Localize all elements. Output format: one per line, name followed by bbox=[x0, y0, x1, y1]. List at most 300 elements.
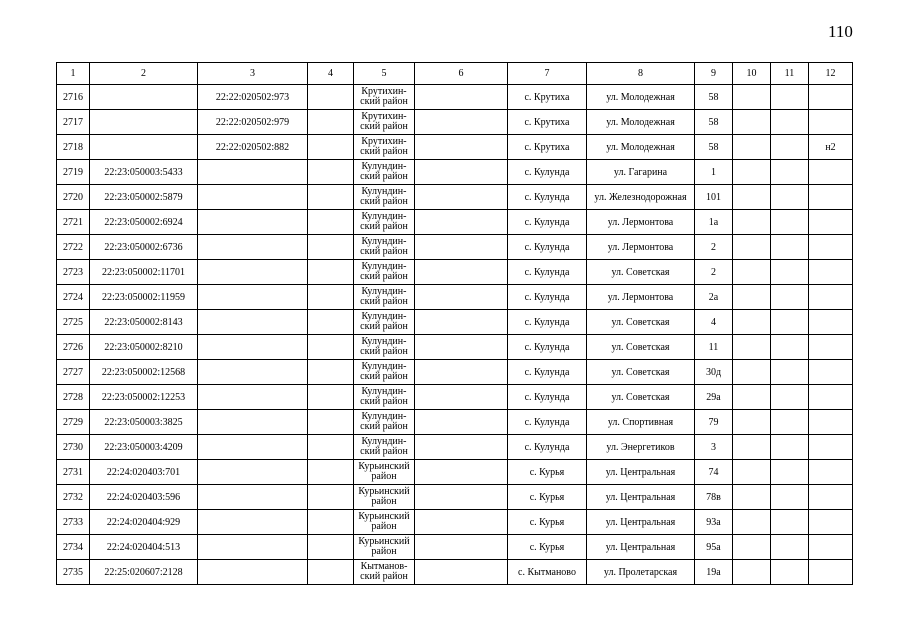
house-number-cell: 1 bbox=[695, 160, 733, 185]
district-line: ский район bbox=[360, 146, 408, 157]
row-number-cell: 2720 bbox=[57, 185, 90, 210]
column-4-cell bbox=[308, 335, 354, 360]
cadastral-number-cell bbox=[90, 85, 198, 110]
column-4-cell bbox=[308, 360, 354, 385]
cadastral-number-cell: 22:24:020404:513 bbox=[90, 535, 198, 560]
column-11-cell bbox=[771, 435, 809, 460]
district-cell bbox=[354, 85, 415, 110]
district-line: Крутихин- bbox=[361, 111, 407, 122]
district-cell bbox=[354, 435, 415, 460]
house-number-cell: 3 bbox=[695, 435, 733, 460]
note-cell bbox=[809, 85, 853, 110]
column-4-cell bbox=[308, 185, 354, 210]
table-row bbox=[57, 85, 853, 110]
district-line: район bbox=[371, 521, 397, 532]
street-cell: ул. Центральная bbox=[587, 535, 695, 560]
district-line: Крутихин- bbox=[361, 136, 407, 147]
note-cell bbox=[809, 360, 853, 385]
column-11-cell bbox=[771, 535, 809, 560]
table-row bbox=[57, 110, 853, 135]
district-cell bbox=[354, 560, 415, 585]
note-cell bbox=[809, 185, 853, 210]
district-line: ский район bbox=[360, 96, 408, 107]
header-row bbox=[57, 63, 853, 85]
row-number-cell: 2716 bbox=[57, 85, 90, 110]
note-cell bbox=[809, 285, 853, 310]
column-11-cell bbox=[771, 85, 809, 110]
column-4-cell bbox=[308, 560, 354, 585]
district-cell bbox=[354, 485, 415, 510]
district-cell bbox=[354, 235, 415, 260]
settlement-cell: с. Кулунда bbox=[508, 260, 587, 285]
column-header: 4 bbox=[308, 63, 354, 85]
column-10-cell bbox=[733, 410, 771, 435]
column-10-cell bbox=[733, 235, 771, 260]
row-number-cell: 2732 bbox=[57, 485, 90, 510]
street-cell: ул. Энергетиков bbox=[587, 435, 695, 460]
column-header: 5 bbox=[354, 63, 415, 85]
cadastral-number-alt-cell bbox=[198, 460, 308, 485]
column-10-cell bbox=[733, 335, 771, 360]
column-11-cell bbox=[771, 210, 809, 235]
cadastral-number-cell: 22:23:050002:8210 bbox=[90, 335, 198, 360]
district-cell bbox=[354, 210, 415, 235]
cadastral-number-cell: 22:23:050002:12568 bbox=[90, 360, 198, 385]
column-10-cell bbox=[733, 485, 771, 510]
district-line: район bbox=[371, 471, 397, 482]
district-line: Кытманов- bbox=[360, 561, 408, 572]
street-cell: ул. Центральная bbox=[587, 460, 695, 485]
column-6-cell bbox=[415, 135, 508, 160]
district-line: ский район bbox=[360, 446, 408, 457]
column-10-cell bbox=[733, 510, 771, 535]
cadastral-number-alt-cell bbox=[198, 385, 308, 410]
settlement-cell: с. Кытманово bbox=[508, 560, 587, 585]
settlement-cell: с. Кулунда bbox=[508, 160, 587, 185]
district-cell bbox=[354, 460, 415, 485]
cadastral-number-alt-cell bbox=[198, 260, 308, 285]
house-number-cell: 93а bbox=[695, 510, 733, 535]
street-cell: ул. Центральная bbox=[587, 510, 695, 535]
column-11-cell bbox=[771, 310, 809, 335]
column-4-cell bbox=[308, 310, 354, 335]
cadastral-number-alt-cell bbox=[198, 485, 308, 510]
district-line: ский район bbox=[360, 296, 408, 307]
column-6-cell bbox=[415, 410, 508, 435]
note-cell bbox=[809, 260, 853, 285]
district-line: ский район bbox=[360, 221, 408, 232]
table-row bbox=[57, 485, 853, 510]
cadastral-number-alt-cell bbox=[198, 560, 308, 585]
street-cell: ул. Советская bbox=[587, 260, 695, 285]
column-header: 6 bbox=[415, 63, 508, 85]
cadastral-number-alt-cell bbox=[198, 510, 308, 535]
cadastral-number-cell: 22:23:050003:4209 bbox=[90, 435, 198, 460]
district-cell bbox=[354, 510, 415, 535]
column-header: 1 bbox=[57, 63, 90, 85]
settlement-cell: с. Кулунда bbox=[508, 210, 587, 235]
column-11-cell bbox=[771, 385, 809, 410]
column-4-cell bbox=[308, 260, 354, 285]
column-6-cell bbox=[415, 485, 508, 510]
note-cell bbox=[809, 535, 853, 560]
settlement-cell: с. Кулунда bbox=[508, 185, 587, 210]
column-6-cell bbox=[415, 560, 508, 585]
district-cell bbox=[354, 285, 415, 310]
district-line: ский район bbox=[360, 421, 408, 432]
column-4-cell bbox=[308, 210, 354, 235]
column-header: 9 bbox=[695, 63, 733, 85]
cadastral-number-cell: 22:23:050002:5879 bbox=[90, 185, 198, 210]
row-number-cell: 2734 bbox=[57, 535, 90, 560]
cadastral-number-alt-cell bbox=[198, 160, 308, 185]
district-line: Кулундин- bbox=[361, 361, 407, 372]
column-6-cell bbox=[415, 160, 508, 185]
house-number-cell: 58 bbox=[695, 135, 733, 160]
row-number-cell: 2719 bbox=[57, 160, 90, 185]
column-10-cell bbox=[733, 260, 771, 285]
note-cell bbox=[809, 110, 853, 135]
column-6-cell bbox=[415, 510, 508, 535]
column-4-cell bbox=[308, 85, 354, 110]
street-cell: ул. Советская bbox=[587, 310, 695, 335]
column-11-cell bbox=[771, 560, 809, 585]
table-row bbox=[57, 510, 853, 535]
house-number-cell: 2а bbox=[695, 285, 733, 310]
cadastral-number-alt-cell: 22:22:020502:973 bbox=[198, 85, 308, 110]
district-line: Кулундин- bbox=[361, 261, 407, 272]
district-line: Кулундин- bbox=[361, 286, 407, 297]
district-cell bbox=[354, 410, 415, 435]
cadastral-number-cell: 22:23:050002:12253 bbox=[90, 385, 198, 410]
cadastral-number-cell: 22:24:020404:929 bbox=[90, 510, 198, 535]
house-number-cell: 95а bbox=[695, 535, 733, 560]
district-line: ский район bbox=[360, 121, 408, 132]
column-11-cell bbox=[771, 460, 809, 485]
settlement-cell: с. Кулунда bbox=[508, 335, 587, 360]
district-line: ский район bbox=[360, 571, 408, 582]
district-line: район bbox=[371, 496, 397, 507]
settlement-cell: с. Кулунда bbox=[508, 235, 587, 260]
column-11-cell bbox=[771, 260, 809, 285]
settlement-cell: с. Кулунда bbox=[508, 410, 587, 435]
district-line: Курьинский bbox=[358, 536, 410, 547]
cadastral-number-cell: 22:23:050002:11959 bbox=[90, 285, 198, 310]
settlement-cell: с. Кулунда bbox=[508, 435, 587, 460]
settlement-cell: с. Крутиха bbox=[508, 85, 587, 110]
column-10-cell bbox=[733, 560, 771, 585]
row-number-cell: 2733 bbox=[57, 510, 90, 535]
table-row bbox=[57, 435, 853, 460]
row-number-cell: 2717 bbox=[57, 110, 90, 135]
column-11-cell bbox=[771, 235, 809, 260]
cadastral-number-cell bbox=[90, 110, 198, 135]
settlement-cell: с. Кулунда bbox=[508, 285, 587, 310]
column-6-cell bbox=[415, 335, 508, 360]
cadastral-number-alt-cell bbox=[198, 435, 308, 460]
house-number-cell: 11 bbox=[695, 335, 733, 360]
column-11-cell bbox=[771, 185, 809, 210]
column-header: 11 bbox=[771, 63, 809, 85]
column-4-cell bbox=[308, 435, 354, 460]
district-cell bbox=[354, 535, 415, 560]
column-10-cell bbox=[733, 210, 771, 235]
street-cell: ул. Молодежная bbox=[587, 85, 695, 110]
district-line: Кулундин- bbox=[361, 411, 407, 422]
column-6-cell bbox=[415, 460, 508, 485]
column-6-cell bbox=[415, 185, 508, 210]
note-cell bbox=[809, 510, 853, 535]
house-number-cell: 74 bbox=[695, 460, 733, 485]
column-11-cell bbox=[771, 135, 809, 160]
street-cell: ул. Центральная bbox=[587, 485, 695, 510]
column-4-cell bbox=[308, 460, 354, 485]
house-number-cell: 79 bbox=[695, 410, 733, 435]
district-line: Крутихин- bbox=[361, 86, 407, 97]
district-line: ский район bbox=[360, 371, 408, 382]
row-number-cell: 2725 bbox=[57, 310, 90, 335]
row-number-cell: 2729 bbox=[57, 410, 90, 435]
column-6-cell bbox=[415, 260, 508, 285]
note-cell bbox=[809, 560, 853, 585]
column-6-cell bbox=[415, 235, 508, 260]
district-cell bbox=[354, 135, 415, 160]
column-6-cell bbox=[415, 285, 508, 310]
note-cell bbox=[809, 435, 853, 460]
cadastral-number-alt-cell: 22:22:020502:979 bbox=[198, 110, 308, 135]
row-number-cell: 2724 bbox=[57, 285, 90, 310]
cadastral-number-cell: 22:23:050002:11701 bbox=[90, 260, 198, 285]
street-cell: ул. Советская bbox=[587, 360, 695, 385]
district-line: ский район bbox=[360, 346, 408, 357]
district-line: Кулундин- bbox=[361, 436, 407, 447]
column-4-cell bbox=[308, 510, 354, 535]
cadastral-number-cell: 22:23:050003:3825 bbox=[90, 410, 198, 435]
table-row bbox=[57, 385, 853, 410]
cadastral-number-alt-cell bbox=[198, 335, 308, 360]
note-cell: н2 bbox=[809, 135, 853, 160]
column-6-cell bbox=[415, 310, 508, 335]
district-line: ский район bbox=[360, 171, 408, 182]
cadastral-number-cell: 22:24:020403:701 bbox=[90, 460, 198, 485]
cadastral-number-alt-cell bbox=[198, 310, 308, 335]
district-line: ский район bbox=[360, 196, 408, 207]
column-header: 8 bbox=[587, 63, 695, 85]
house-number-cell: 1а bbox=[695, 210, 733, 235]
row-number-cell: 2731 bbox=[57, 460, 90, 485]
house-number-cell: 2 bbox=[695, 235, 733, 260]
note-cell bbox=[809, 210, 853, 235]
district-line: Кулундин- bbox=[361, 186, 407, 197]
street-cell: ул. Лермонтова bbox=[587, 235, 695, 260]
column-header: 3 bbox=[198, 63, 308, 85]
column-header: 10 bbox=[733, 63, 771, 85]
district-line: Курьинский bbox=[358, 511, 410, 522]
note-cell bbox=[809, 385, 853, 410]
district-line: Кулундин- bbox=[361, 236, 407, 247]
column-10-cell bbox=[733, 535, 771, 560]
cadastral-number-cell bbox=[90, 135, 198, 160]
column-10-cell bbox=[733, 110, 771, 135]
cadastral-number-cell: 22:23:050002:6736 bbox=[90, 235, 198, 260]
column-6-cell bbox=[415, 535, 508, 560]
column-6-cell bbox=[415, 110, 508, 135]
column-10-cell bbox=[733, 385, 771, 410]
cadastral-number-cell: 22:24:020403:596 bbox=[90, 485, 198, 510]
table-row bbox=[57, 460, 853, 485]
column-10-cell bbox=[733, 85, 771, 110]
row-number-cell: 2728 bbox=[57, 385, 90, 410]
cadastral-number-cell: 22:23:050002:8143 bbox=[90, 310, 198, 335]
note-cell bbox=[809, 335, 853, 360]
table-row bbox=[57, 185, 853, 210]
column-11-cell bbox=[771, 410, 809, 435]
street-cell: ул. Железнодорожная bbox=[587, 185, 695, 210]
house-number-cell: 78в bbox=[695, 485, 733, 510]
district-line: ский район bbox=[360, 271, 408, 282]
column-11-cell bbox=[771, 335, 809, 360]
table-row bbox=[57, 135, 853, 160]
cadastral-number-cell: 22:23:050002:6924 bbox=[90, 210, 198, 235]
column-4-cell bbox=[308, 160, 354, 185]
table-row bbox=[57, 410, 853, 435]
column-10-cell bbox=[733, 160, 771, 185]
registry-table bbox=[56, 62, 853, 585]
note-cell bbox=[809, 410, 853, 435]
district-cell bbox=[354, 185, 415, 210]
house-number-cell: 4 bbox=[695, 310, 733, 335]
table-row bbox=[57, 260, 853, 285]
table-row bbox=[57, 535, 853, 560]
column-10-cell bbox=[733, 460, 771, 485]
column-6-cell bbox=[415, 210, 508, 235]
cadastral-number-alt-cell bbox=[198, 210, 308, 235]
table-row bbox=[57, 210, 853, 235]
house-number-cell: 19а bbox=[695, 560, 733, 585]
district-line: Кулундин- bbox=[361, 161, 407, 172]
cadastral-number-alt-cell bbox=[198, 410, 308, 435]
district-cell bbox=[354, 335, 415, 360]
cadastral-number-cell: 22:25:020607:2128 bbox=[90, 560, 198, 585]
row-number-cell: 2718 bbox=[57, 135, 90, 160]
column-header: 2 bbox=[90, 63, 198, 85]
row-number-cell: 2735 bbox=[57, 560, 90, 585]
row-number-cell: 2730 bbox=[57, 435, 90, 460]
district-cell bbox=[354, 260, 415, 285]
column-4-cell bbox=[308, 535, 354, 560]
column-10-cell bbox=[733, 185, 771, 210]
district-line: ский район bbox=[360, 321, 408, 332]
column-header: 12 bbox=[809, 63, 853, 85]
column-11-cell bbox=[771, 510, 809, 535]
house-number-cell: 29а bbox=[695, 385, 733, 410]
column-11-cell bbox=[771, 485, 809, 510]
house-number-cell: 58 bbox=[695, 85, 733, 110]
table-row bbox=[57, 560, 853, 585]
district-cell bbox=[354, 310, 415, 335]
district-line: ский район bbox=[360, 246, 408, 257]
cadastral-number-alt-cell bbox=[198, 185, 308, 210]
district-line: Кулундин- bbox=[361, 311, 407, 322]
settlement-cell: с. Крутиха bbox=[508, 135, 587, 160]
row-number-cell: 2727 bbox=[57, 360, 90, 385]
cadastral-number-cell: 22:23:050003:5433 bbox=[90, 160, 198, 185]
district-line: Курьинский bbox=[358, 486, 410, 497]
column-4-cell bbox=[308, 235, 354, 260]
row-number-cell: 2722 bbox=[57, 235, 90, 260]
district-cell bbox=[354, 110, 415, 135]
district-line: Кулундин- bbox=[361, 211, 407, 222]
column-6-cell bbox=[415, 85, 508, 110]
note-cell bbox=[809, 485, 853, 510]
district-line: Кулундин- bbox=[361, 336, 407, 347]
column-10-cell bbox=[733, 285, 771, 310]
column-4-cell bbox=[308, 135, 354, 160]
table-row bbox=[57, 285, 853, 310]
house-number-cell: 2 bbox=[695, 260, 733, 285]
page-number: 110 bbox=[828, 22, 853, 41]
column-6-cell bbox=[415, 435, 508, 460]
settlement-cell: с. Курья bbox=[508, 485, 587, 510]
note-cell bbox=[809, 160, 853, 185]
column-11-cell bbox=[771, 285, 809, 310]
street-cell: ул. Лермонтова bbox=[587, 210, 695, 235]
column-4-cell bbox=[308, 285, 354, 310]
street-cell: ул. Пролетарская bbox=[587, 560, 695, 585]
column-4-cell bbox=[308, 385, 354, 410]
table-row bbox=[57, 160, 853, 185]
column-header: 7 bbox=[508, 63, 587, 85]
cadastral-number-alt-cell bbox=[198, 535, 308, 560]
table-row bbox=[57, 235, 853, 260]
column-10-cell bbox=[733, 360, 771, 385]
district-cell bbox=[354, 385, 415, 410]
house-number-cell: 58 bbox=[695, 110, 733, 135]
district-cell bbox=[354, 160, 415, 185]
district-line: ский район bbox=[360, 396, 408, 407]
settlement-cell: с. Курья bbox=[508, 460, 587, 485]
street-cell: ул. Спортивная bbox=[587, 410, 695, 435]
settlement-cell: с. Курья bbox=[508, 510, 587, 535]
street-cell: ул. Советская bbox=[587, 385, 695, 410]
table-row bbox=[57, 335, 853, 360]
row-number-cell: 2726 bbox=[57, 335, 90, 360]
street-cell: ул. Лермонтова bbox=[587, 285, 695, 310]
row-number-cell: 2721 bbox=[57, 210, 90, 235]
note-cell bbox=[809, 460, 853, 485]
house-number-cell: 101 bbox=[695, 185, 733, 210]
column-10-cell bbox=[733, 310, 771, 335]
settlement-cell: с. Кулунда bbox=[508, 385, 587, 410]
street-cell: ул. Советская bbox=[587, 335, 695, 360]
street-cell: ул. Гагарина bbox=[587, 160, 695, 185]
street-cell: ул. Молодежная bbox=[587, 135, 695, 160]
table-row bbox=[57, 360, 853, 385]
district-line: Кулундин- bbox=[361, 386, 407, 397]
column-4-cell bbox=[308, 110, 354, 135]
column-6-cell bbox=[415, 360, 508, 385]
street-cell: ул. Молодежная bbox=[587, 110, 695, 135]
cadastral-number-alt-cell bbox=[198, 360, 308, 385]
note-cell bbox=[809, 310, 853, 335]
column-4-cell bbox=[308, 485, 354, 510]
note-cell bbox=[809, 235, 853, 260]
column-6-cell bbox=[415, 385, 508, 410]
column-11-cell bbox=[771, 160, 809, 185]
settlement-cell: с. Курья bbox=[508, 535, 587, 560]
settlement-cell: с. Кулунда bbox=[508, 360, 587, 385]
column-4-cell bbox=[308, 410, 354, 435]
